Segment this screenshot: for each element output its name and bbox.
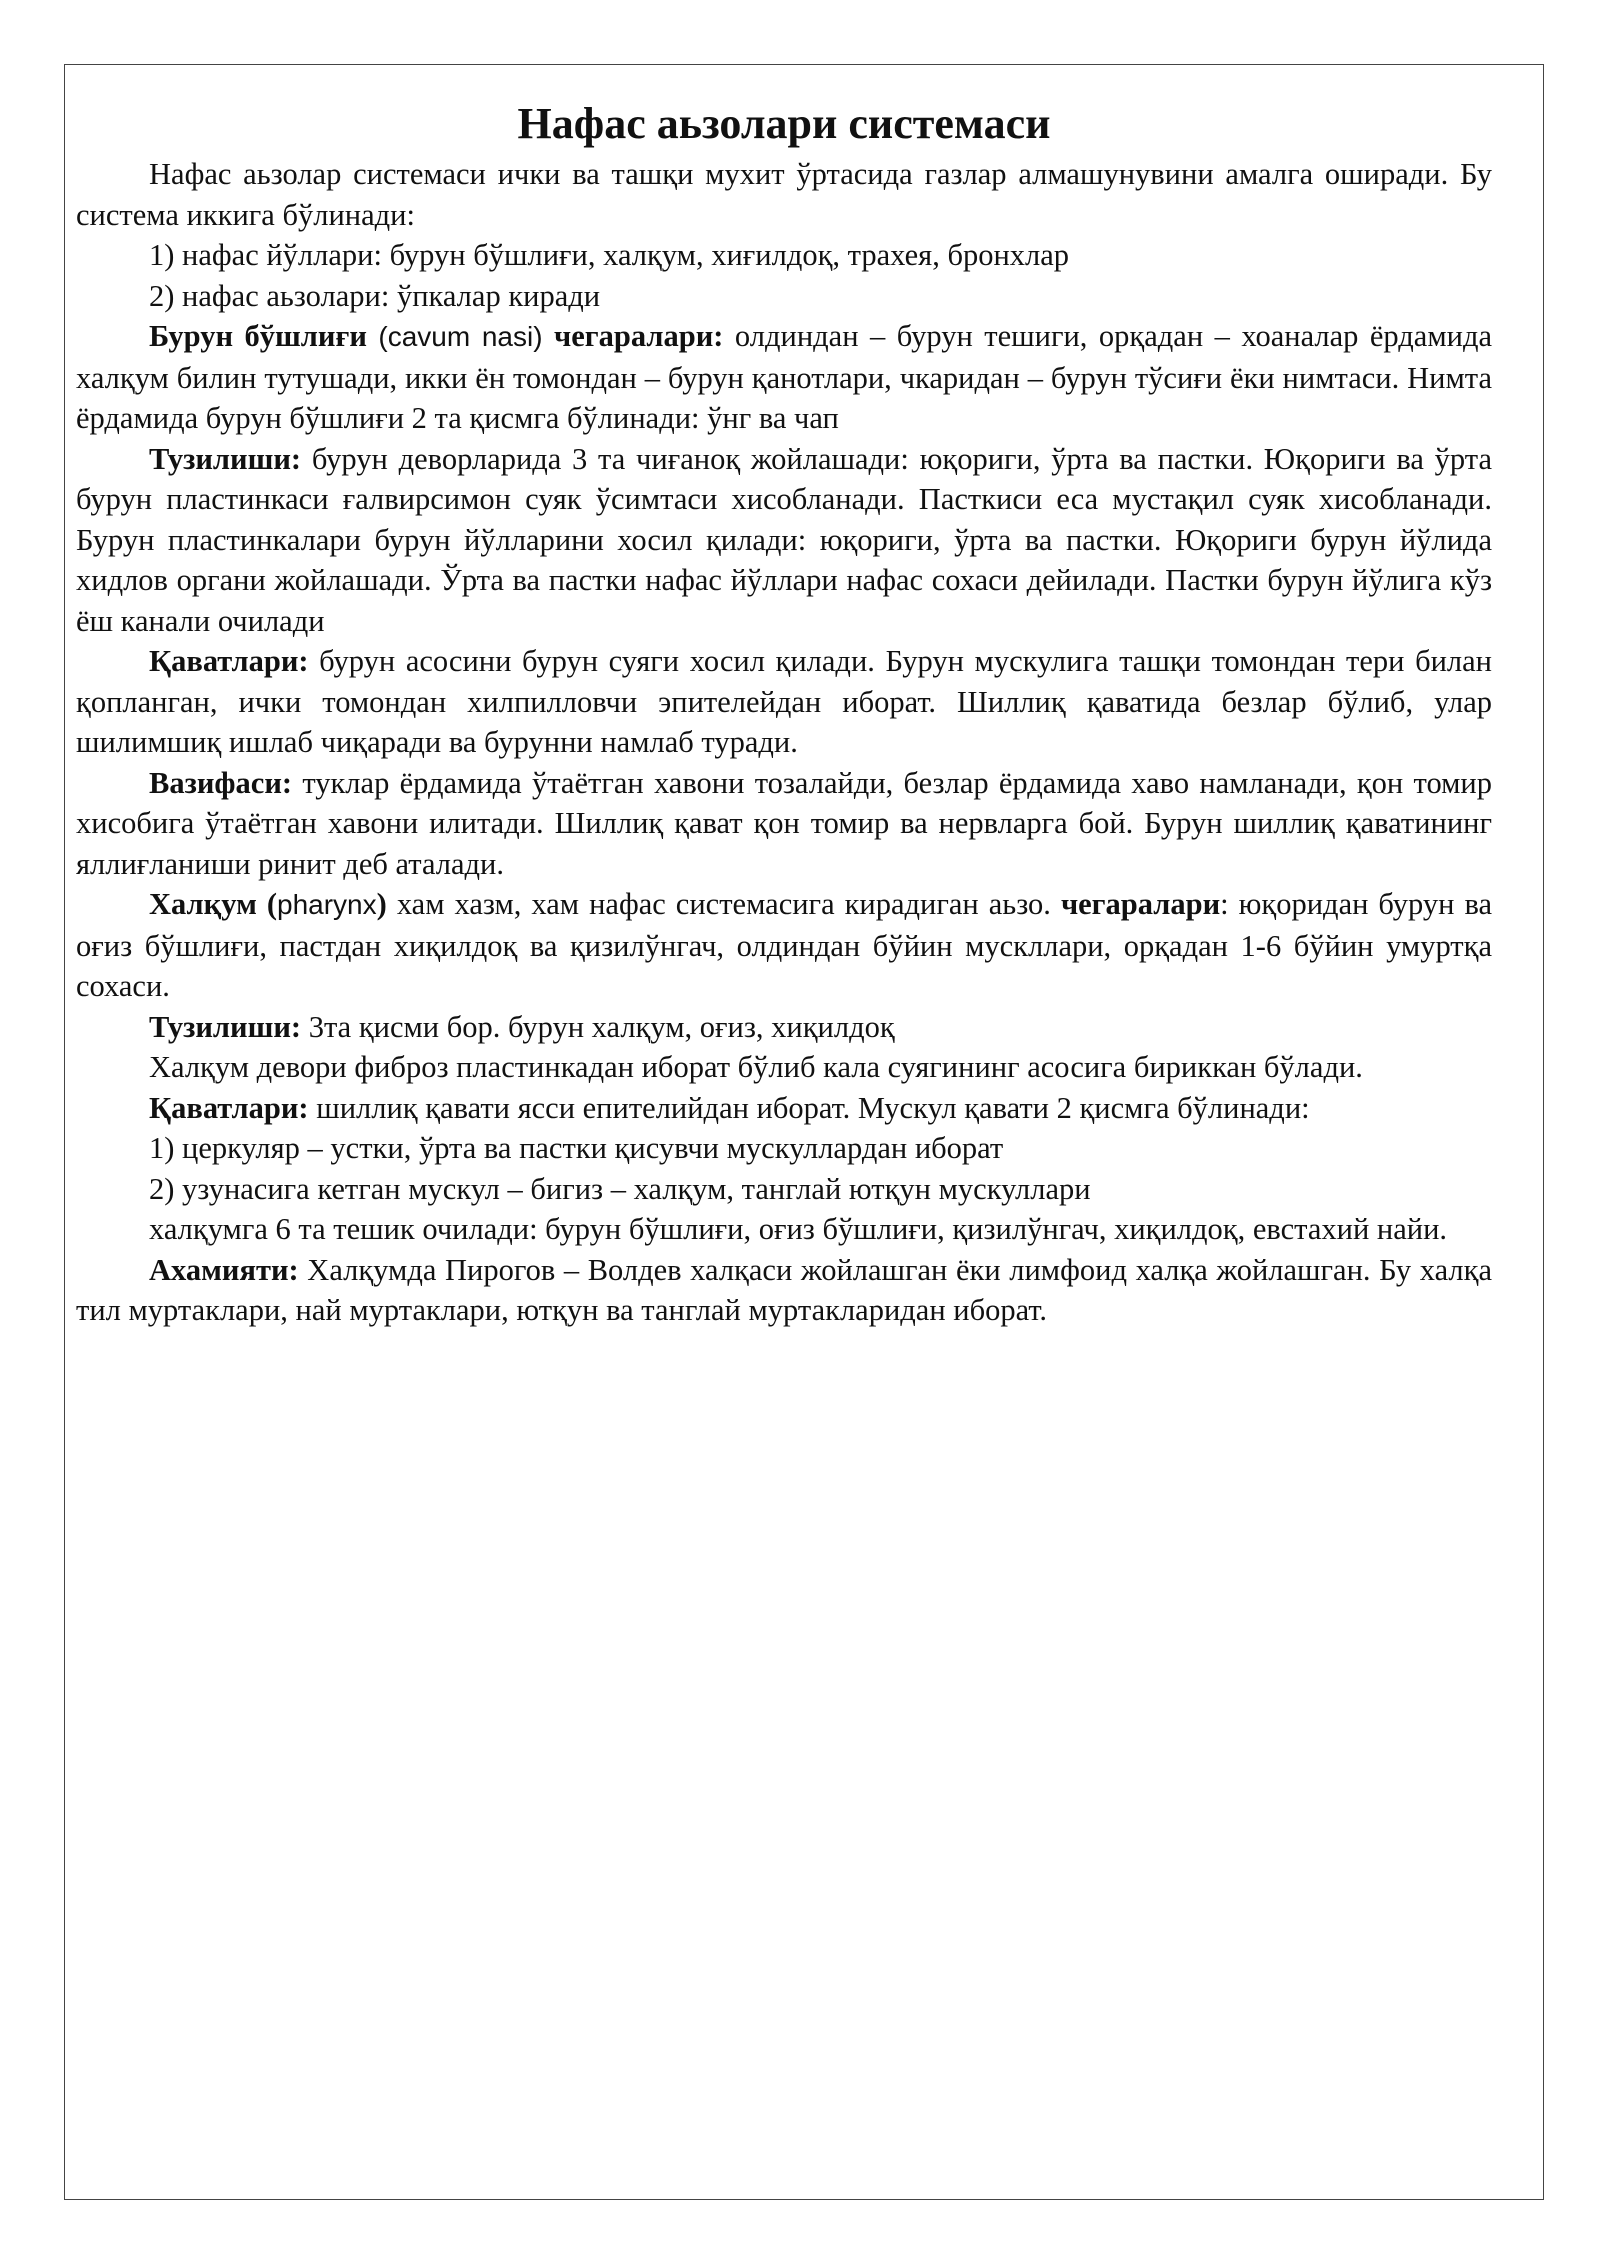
list-item: 2) нафас аьзолари: ўпкалар киради — [149, 278, 601, 313]
pharynx-importance-paragraph — [76, 1250, 1492, 1331]
nose-function-paragraph — [76, 763, 1492, 885]
label-boundaries: чегаралари — [1060, 887, 1221, 921]
label-function: Вазифаси: — [149, 765, 293, 800]
layers-text: бурун асосини бурун суяги хосил қилади. Бурун мускулига ташқи томондан тери билан қопланган, ички томондан хилпилловчи эпителейдан иборат. Шиллиқ қаватида безлар бўлиб, улар шилимшиқ ишлаб чиқаради ва бурунни намлаб туради. — [76, 644, 1492, 759]
term-pharynx: Халқум ( — [149, 887, 278, 921]
pharynx-wall-paragraph: Халқум девори фиброз пластинкадан иборат бўлиб кала суягининг асосига бириккан бўлади. — [149, 1050, 1363, 1084]
boundaries-text: : юқоридан бурун ва оғиз бўшлиғи, пастдан хиқилдоқ ва қизилўнгач, олдиндан бўйин мускллари, орқадан 1-6 бўйин умуртқа сохаси. — [76, 887, 1492, 1003]
page-title: Нафас аьзолари системаси — [517, 99, 1051, 148]
label-structure: Тузилиши: — [149, 441, 302, 476]
list-item: 2) узунасига кетган мускул – бигиз – халқум, танглай ютқун мускуллари — [149, 1171, 1091, 1206]
pharynx-intro-text: хам хазм, хам нафас системасига кирадиган аьзо. — [386, 887, 1061, 921]
importance-text: Халқумда Пирогов – Волдев халқаси жойлашган ёки лимфоид халқа жойлашган. Бу халқа тил муртаклари, най муртаклари, ютқун ва танглай муртакларидан иборат. — [76, 1252, 1492, 1327]
pharynx-paragraph — [76, 884, 1492, 1007]
term-pharynx-close: ) — [376, 887, 387, 921]
label-boundaries: чегаралари: — [554, 319, 724, 353]
structure-text: бурун деворларида 3 та чиғаноқ жойлашади: юқориги, ўрта ва пастки. Юқориги ва ўрта бурун пластинкаси ғалвирсимон суяк ўсимтаси хисобланади. Пасткиси еса мустақил суяк хисобланади. Бурун пластинкалари бурун йўлларини хосил қилади: юқориги, ўрта ва пастки. Юқориги бурун йўлида хидлов органи жойлашади. Ўрта ва пастки нафас йўллари нафас сохаси дейилади. Пастки бурун йўлига кўз ёш канали очилади — [76, 441, 1492, 638]
structure-text: 3та қисми бор. бурун халқум, оғиз, хиқилдоқ — [301, 1009, 895, 1044]
list-item: 1) нафас йўллари: бурун бўшлиғи, халқум, хиғилдоқ, трахея, бронхлар — [149, 238, 1070, 272]
nose-boundaries-paragraph — [76, 316, 1492, 439]
pharynx-openings-paragraph: халқумга 6 та тешик очилади: бурун бўшлиғи, оғиз бўшлиғи, қизилўнгач, хиқилдоқ, евстахий найи. — [149, 1212, 1448, 1246]
nose-structure-paragraph — [76, 439, 1492, 642]
nose-layers-paragraph — [76, 641, 1492, 763]
function-text: туклар ёрдамида ўтаётган хавони тозалайди, безлар ёрдамида хаво намланади, қон томир хисобига ўтаётган хавони илитади. Шиллиқ қават қон томир ва нервларга бой. Бурун шиллиқ қаватининг яллиғланиши ринит деб аталади. — [76, 765, 1492, 881]
layers-text: шиллиқ қавати ясси епителийдан иборат. Мускул қавати 2 қисмга бўлинади: — [308, 1090, 1310, 1125]
pharynx-structure-paragraph — [76, 1007, 1492, 1048]
label-importance: Ахамияти: — [149, 1252, 299, 1287]
pharynx-layers-paragraph — [76, 1088, 1492, 1129]
boundaries-text: олдиндан – бурун тешиги, орқадан – хоаналар ёрдамида халқум билин тутушади, икки ён томондан – бурун қанотлари, чкаридан – бурун тўсиғи ёки нимтаси. Нимта ёрдамида бурун бўшлиғи 2 та қисмга бўлинади: ўнг ва чап — [76, 319, 1493, 435]
term-nasal-cavity: Бурун бўшлиғи — [149, 319, 367, 353]
latin-term: (cavum nasi) — [378, 321, 543, 352]
intro-paragraph: Нафас аьзолар системаси ички ва ташқи мухит ўртасида газлар алмашунувини амалга оширади. Бу система иккига бўлинади: — [76, 157, 1492, 232]
label-structure: Тузилиши: — [149, 1009, 302, 1044]
document-body — [76, 94, 1492, 1331]
latin-term: pharynx — [277, 889, 377, 920]
list-item: 1) церкуляр – устки, ўрта ва пастки қисувчи мускуллардан иборат — [149, 1131, 1004, 1165]
label-layers: Қаватлари: — [149, 644, 309, 678]
label-layers: Қаватлари: — [149, 1090, 309, 1125]
